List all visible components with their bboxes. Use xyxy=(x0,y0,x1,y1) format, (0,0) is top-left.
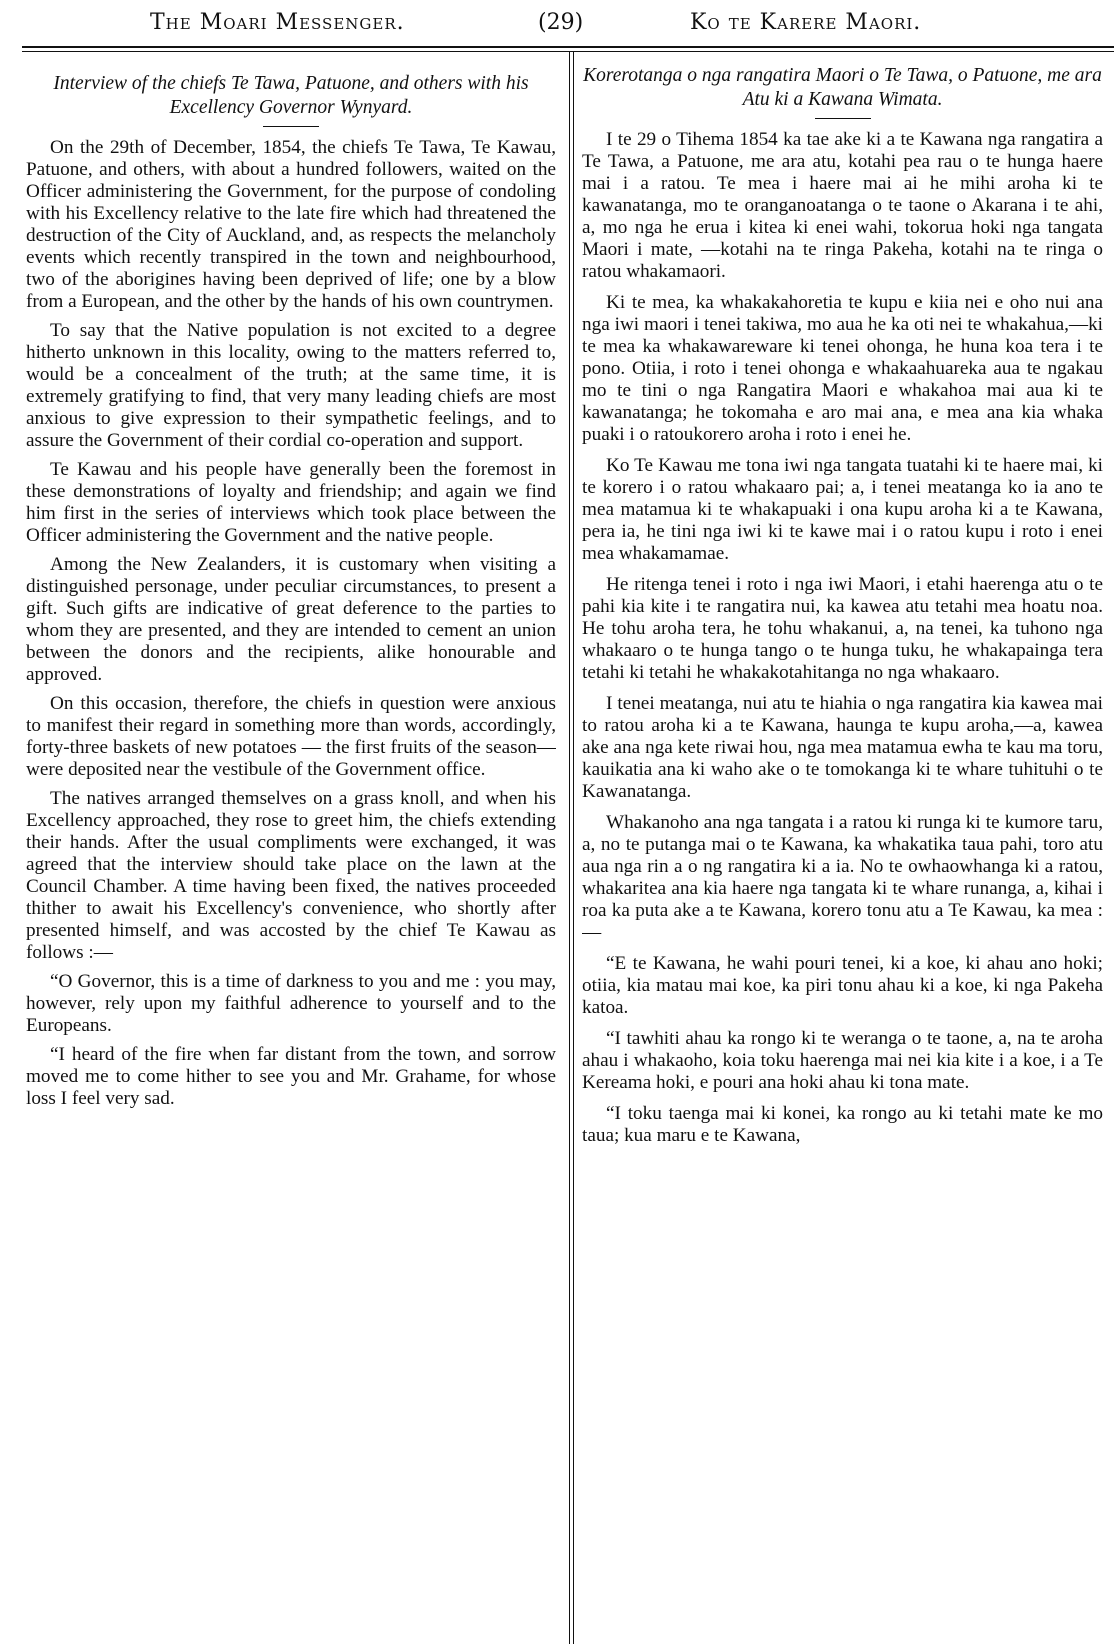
header-rule xyxy=(22,46,1114,48)
english-paragraph: “I heard of the fire when far distant from the town, and sorrow moved me to come hither to see you and Mr. Grahame, for whose loss I feel very sad. xyxy=(26,1044,556,1109)
title-rule xyxy=(263,126,319,127)
page-header xyxy=(0,0,1114,48)
maori-paragraph: “I toku taenga mai ki konei, ka rongo au ki tetahi mate ke mo taua; kua maru e te Kawana, xyxy=(582,1103,1103,1146)
maori-paragraph: I tenei meatanga, nui atu te hiahia o nga rangatira kia kawea mai to ratou aroha ki a te Kawana, haunga te kupu aroha,—a, kawea ake ana nga kete riwai hou, nga mea matamua ewha te kau ma toru, kauikatia ana ki waho ake o te tomokanga ki te whare tuhituhi o te Kawanatanga. xyxy=(582,693,1103,802)
english-article-title: Interview of the chiefs Te Tawa, Patuone, and others with his Excellency Governor Wynyard. xyxy=(53,73,529,118)
page-number: (29) xyxy=(538,10,584,35)
header-rule-thin xyxy=(22,51,1114,52)
column-divider-inner xyxy=(573,52,574,1644)
english-paragraph: To say that the Native population is not excited to a degree hitherto unknown in this locality, owing to the matters referred to, would be a concealment of the truth; at the same time, it is extremely gratifying to find, that very many leading chiefs are most anxious to give expression to their sympathetic feelings, and to assure the Government of their cordial co-operation and support. xyxy=(26,320,556,451)
english-paragraph: On the 29th of December, 1854, the chiefs Te Tawa, Te Kawau, Patuone, and others, with about a hundred followers, waited on the Officer administering the Government, for the purpose of condoling with his Excellency relative to the late fire which had threatened the destruction of the City of Auckland, and, as respects the melancholy events which recently transpired in the town and neighbourhood, two of the aborigines having been deprived of life; one by a blow from a European, and the other by the hands of his own countrymen. xyxy=(26,137,556,312)
column-divider xyxy=(569,52,570,1644)
english-paragraph: The natives arranged themselves on a grass knoll, and when his Excellency approached, they rose to greet him, the chiefs extending their hands. After the usual compliments were exchanged, it was agreed that the interview should take place on the lawn at the Council Chamber. A time having been fixed, the natives proceeded thither to await his Excellency's convenience, who shortly after presented himself, and was accosted by the chief Te Kawau as follows :— xyxy=(26,788,556,963)
english-paragraph: Te Kawau and his people have generally been the foremost in these demonstrations of loyalty and friendship; and again we find him first in the series of interviews which took place between the Officer administering the Government and the native people. xyxy=(26,459,556,546)
english-paragraph: On this occasion, therefore, the chiefs in question were anxious to manifest their regard in something more than words, accordingly, forty-three baskets of new potatoes — the first fruits of the season—were deposited near the vestibule of the Government office. xyxy=(26,693,556,780)
header-english-title: The Moari Messenger. xyxy=(150,10,405,35)
english-paragraph: Among the New Zealanders, it is customary when visiting a distinguished personage, under peculiar circumstances, to present a gift. Such gifts are indicative of great deference to the parties to whom they are presented, and they are intended to cement an union between the donors and the recipients, alike honourable and approved. xyxy=(26,554,556,685)
english-paragraph: “O Governor, this is a time of darkness to you and me : you may, however, rely upon my faithful adherence to yourself and to the Europeans. xyxy=(26,971,556,1036)
english-column xyxy=(26,56,556,1644)
maori-paragraph: Ko Te Kawau me tona iwi nga tangata tuatahi ki te haere mai, ki te korero i o ratou whakaaro pai; a, i tenei meatanga ko ia ano te mea matamua ki te whakapuaki i ona kupu aroha ki a te Kawana, pera ia, he tini nga iwi ki te kawe mai i o ratou kupu i roto i enei mea whakamamae. xyxy=(582,455,1103,564)
maori-paragraph: “I tawhiti ahau ka rongo ki te weranga o te taone, a, na te aroha ahau i whakaoho, koia toku haerenga mai nei kia kite i a koe, i a Te Kereama hoki, e pouri ana hoki ahau ki tona mate. xyxy=(582,1028,1103,1093)
title-rule xyxy=(815,118,871,119)
maori-article-title: Korerotanga o nga rangatira Maori o Te Tawa, o Patuone, me ara Atu ki a Kawana Wimata. xyxy=(583,65,1102,110)
maori-paragraph: Whakanoho ana nga tangata i a ratou ki runga ki te kumore taru, a, no te putanga mai o te Kawana, ka whakatika taua pahi, toro atu aua nga rin a o ng rangatira ki a ia. No te owhaowhanga ki a ratou, whakaritea ana kia haere nga tangata ki te whare runanga, a, kihai i roa ka puta ake a te Kawana, korero tonu atu a Te Kawau, ka mea :— xyxy=(582,812,1103,943)
header-maori-title: Ko te Karere Maori. xyxy=(690,10,922,35)
maori-paragraph: I te 29 o Tihema 1854 ka tae ake ki a te Kawana nga rangatira a Te Tawa, a Patuone, me ara atu, kotahi pea rau o te hunga haere mai i a ratou. Te mea i haere mai ai he mihi aroha ki te kawanatanga, mo te oranganoatanga o te taone o Akarana i te ahi, a, mo nga he erua i kitea ki enei wahi, tokorua hoki nga tangata Maori i mate, —kotahi na te ringa Pakeha, kotahi na te ringa o ratou whakamaori. xyxy=(582,129,1103,282)
maori-paragraph: He ritenga tenei i roto i nga iwi Maori, i etahi haerenga atu o te pahi kia kite i te rangatira nui, ka kawea atu tetahi mea hoatu noa. He tohu aroha tera, he tohu whakanui, a, na tenei, ka tuhono nga whakaaro o te hunga tango o te hunga tuku, he whakapainga tera tetahi ki tetahi he whakakotahitanga no nga whakaaro. xyxy=(582,574,1103,683)
maori-paragraph: Ki te mea, ka whakakahoretia te kupu e kiia nei e oho nui ana nga iwi maori i tenei takiwa, mo aua he ka oti nei te whakahua,—ki te mea ka whakawareware ki tenei ohonga, he huna koa tera i te pono. Otiia, i roto i tenei ohonga e whakaahuareka aua te ngakau mo te tini o nga Rangatira Maori e whakahoa mai aua ki te kawanatanga; he tokomaha e aro mai ana, e mea ana kia whaka puaki i o ratoukorero aroha i roto i enei he. xyxy=(582,292,1103,445)
maori-column xyxy=(582,56,1103,1644)
maori-paragraph: “E te Kawana, he wahi pouri tenei, ki a koe, ki ahau ano hoki; otiia, kia matau mai koe, ka piri tonu ahau ki a koe, ki nga Pakeha katoa. xyxy=(582,953,1103,1018)
